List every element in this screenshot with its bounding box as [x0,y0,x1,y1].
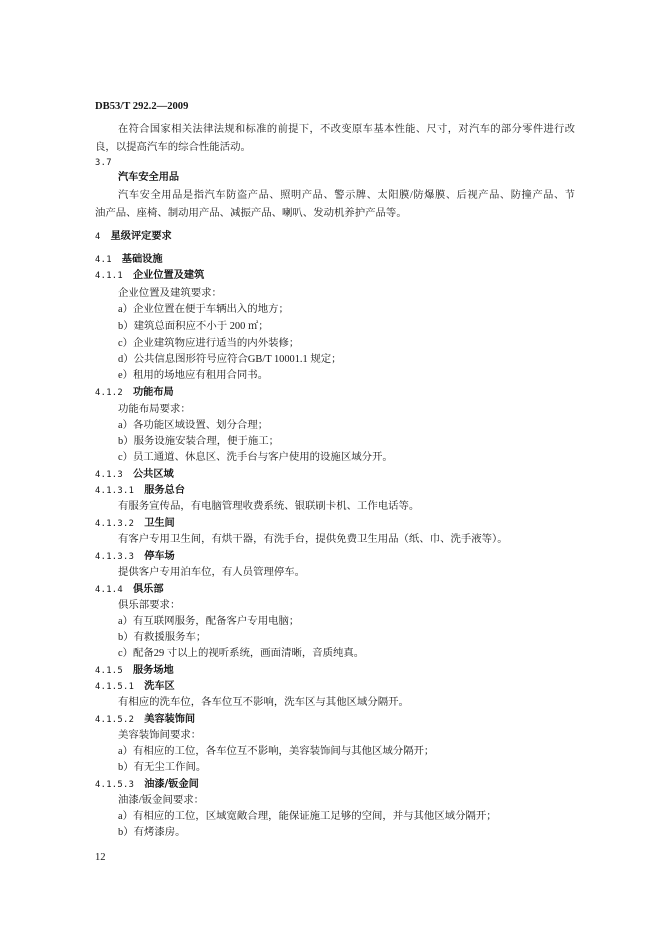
section-heading [95,484,185,498]
section-title: 服务总台 [144,485,185,496]
list-item: a）有相应的工位，各车位互不影响，美容装饰间与其他区域分隔开； [118,746,435,757]
list-item: a）各功能区域设置、划分合理； [118,420,269,431]
requirement-intro: 俱乐部要求： [118,600,181,611]
section-heading [95,778,199,792]
clause-number: 3.7 [95,158,112,168]
section-number: 4.1.2 [95,388,123,398]
section-heading [95,713,195,727]
section-number: 4.1.3.1 [95,486,135,496]
section-number: 4.1.3.2 [95,519,135,529]
list-item: a）企业位置在便于车辆出入的地方； [118,304,289,315]
section-number: 4.1.3 [95,470,123,480]
section-title: 企业位置及建筑 [132,270,205,281]
paragraph-line: 良，以提高汽车的综合性能活动。 [95,142,251,153]
requirement-intro: 美容装饰间要求： [118,730,202,741]
list-item: b）有无尘工作间。 [118,762,207,773]
paragraph-line: 汽车安全用品是指汽车防盗产品、照明产品、警示牌、太阳膜/防爆膜、后视产品、防撞产品、节 [118,190,575,201]
section-title: 洗车区 [144,681,175,692]
section-heading [95,386,174,400]
paragraph-line: 油产品、座椅、制动用产品、减振产品、喇叭、发动机养护产品等。 [95,208,407,219]
list-item: b）建筑总面积应不小于 200 ㎡； [118,321,269,332]
section-title: 停车场 [144,551,175,562]
list-item: c）配备29 寸以上的视听系统，画面清晰，音质纯真。 [118,648,365,659]
list-item: a）有互联网服务，配备客户专用电脑； [118,616,300,627]
list-item: d）公共信息图形符号应符合GB/T 10001.1 规定； [118,354,342,365]
section-heading [95,550,175,564]
section-title: 公共区域 [132,469,174,480]
paragraph-line: 有相应的洗车位，各车位互不影响，洗车区与其他区域分隔开。 [118,697,409,708]
section-number: 4.1.3.3 [95,552,135,562]
section-title: 卫生间 [144,518,175,529]
term-title: 汽车安全用品 [118,172,180,183]
section-title: 俱乐部 [132,584,164,595]
section-heading [95,517,175,531]
document-code-header: DB53/T 292.2—2009 [95,101,189,112]
list-item: c）员工通道、休息区、洗手台与客户使用的设施区域分开。 [118,452,393,463]
section-title: 星级评定要求 [110,231,172,242]
requirement-intro: 功能布局要求： [118,404,191,415]
section-heading [95,269,204,283]
paragraph-line: 有客户专用卫生间，有烘干器，有洗手台，提供免费卫生用品（纸、巾、洗手液等）。 [118,534,508,545]
requirement-intro: 企业位置及建筑要求： [118,288,222,299]
requirement-intro: 油漆/钣金间要求： [118,795,205,806]
paragraph-line: 在符合国家相关法律法规和标准的前提下，不改变原车基本性能、尺寸，对汽车的部分零件进行改 [118,124,575,135]
section-number: 4.1.5.1 [95,682,135,692]
section-number: 4.1.4 [95,585,123,595]
section-title: 基础设施 [121,254,163,265]
list-item: b）有救援服务车； [118,632,207,643]
section-number: 4.1.5.3 [95,780,135,790]
list-item: b）有烤漆房。 [118,827,186,838]
section-title: 美容装饰间 [144,714,196,725]
list-item: e）租用的场地应有租用合同书。 [118,370,269,381]
section-number: 4 [95,232,101,242]
section-title: 油漆/钣金间 [144,779,199,790]
section-title: 功能布局 [132,387,174,398]
section-heading [95,253,163,267]
list-item: c）企业建筑物应进行适当的内外装修； [118,338,300,349]
list-item: b）服务设施安装合理，便于施工； [118,436,280,447]
section-heading [95,680,175,694]
section-number: 4.1.1 [95,271,123,281]
section-heading [95,583,164,597]
section-heading [95,468,174,482]
section-heading [95,664,174,678]
section-number: 4.1.5 [95,666,123,676]
section-number: 4.1.5.2 [95,715,135,725]
paragraph-line: 提供客户专用泊车位，有人员管理停车。 [118,567,306,578]
list-item: a）有相应的工位，区域宽敞合理，能保证施工足够的空间，并与其他区域分隔开； [118,811,497,822]
section-heading [95,230,172,244]
page-number: 12 [95,852,106,863]
section-title: 服务场地 [132,665,174,676]
paragraph-line: 有服务宣传品，有电脑管理收费系统、银联刷卡机、工作电话等。 [118,501,420,512]
section-number: 4.1 [95,255,112,265]
